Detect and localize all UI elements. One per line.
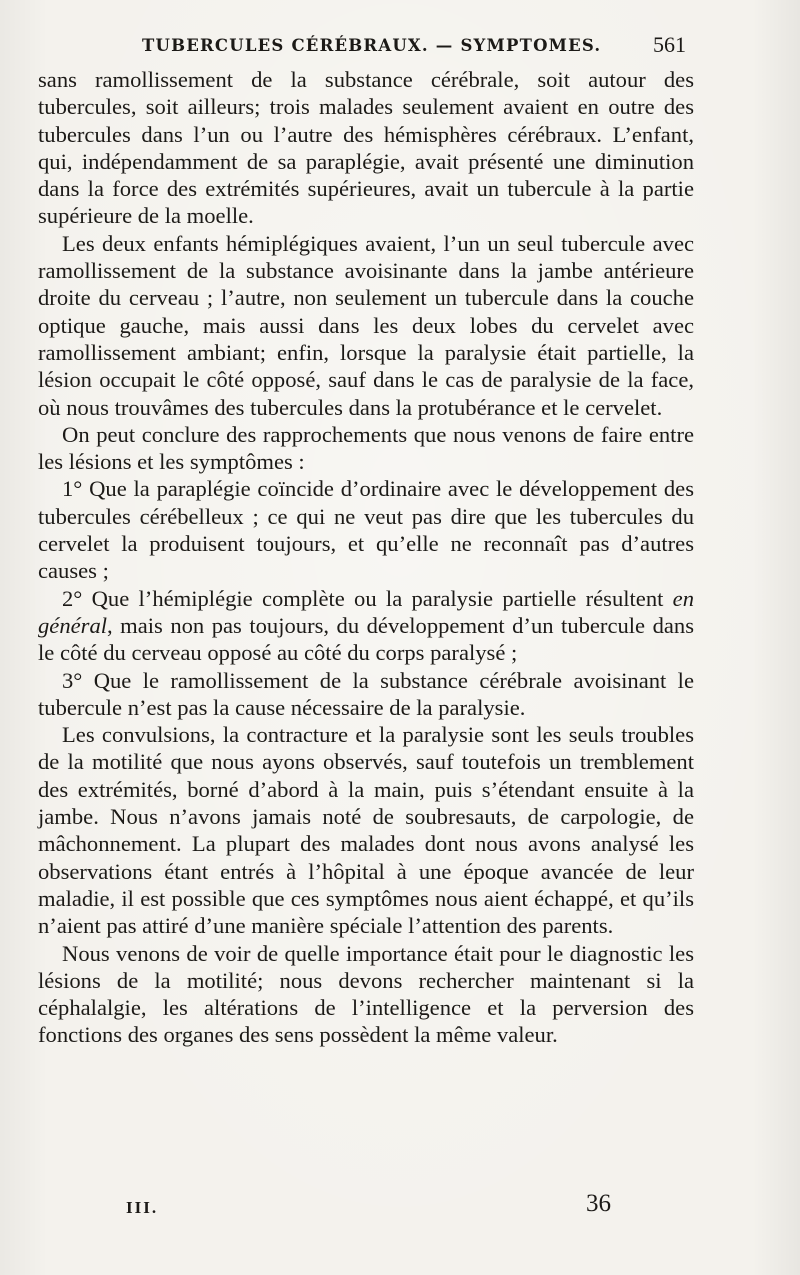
paragraph-conclusion-intro: On peut conclure des rapprochements que nous venons de faire entre les lésions et les symptômes : — [38, 421, 694, 475]
sheet-number: 36 — [586, 1190, 611, 1217]
signature-mark: III. — [126, 1198, 159, 1217]
paragraph-hemiplegic-children: Les deux enfants hémiplégiques avaient, l’un un seul tubercule avec ramollissement de la substance avoisinante dans la jambe antérieure droite du cerveau ; l’autre, non seulement un tubercule dans la couche optique gauche, mais aussi dans les deux lobes du cervelet avec ramollissement ambiant; enfin, lorsque la paralysie était partielle, la lésion occupait le côté opposé, sauf dans le cas de paralysie de la face, où nous trouvâmes des tubercules dans la protubérance et le cervelet. — [38, 230, 694, 420]
paragraph-diagnostic-value: Nous venons de voir de quelle importance était pour le diagnostic les lésions de la motilité; nous devons rechercher maintenant si la céphalalgie, les altérations de l’intelligence et la perversion des fonctions des organes des sens possèdent la même valeur. — [38, 940, 694, 1048]
conclusion-item-2-end: , mais non pas toujours, du développement d’un tubercule dans le côté du cerveau opposé au côté du corps paralysé ; — [38, 612, 694, 666]
running-header — [38, 28, 694, 60]
page-number: 561 — [653, 32, 686, 57]
conclusion-item-3: 3° Que le ramollissement de la substance cérébrale avoisinant le tubercule n’est pas la cause nécessaire de la paralysie. — [38, 667, 694, 720]
conclusion-item-2-emphasis: en général — [38, 585, 694, 638]
paragraph-motility-troubles: Les convulsions, la contracture et la paralysie sont les seuls troubles de la motilité que nous ayons observés, sauf toutefois un tremblement des extrémités, borné d’abord à la main, puis s’étendant ensuite à la jambe. Nous n’avons jamais noté de soubresauts, de carpologie, de mâchonnement. La plupart des malades dont nous avons analysé les observations étant entrés à l’hôpital à une époque avancée de leur maladie, il est possible que ces symptômes nous aient échappé, et qu’ils n’aient pas attiré d’une manière spéciale l’attention des parents. — [38, 722, 694, 939]
conclusion-item-2-start: 2° Que l’hémiplégie complète ou la paralysie partielle résultent — [62, 585, 673, 611]
paragraph-continuation: sans ramollissement de la substance cérébrale, soit autour des tubercules, soit ailleurs; trois malades seulement avaient en outre des tubercules dans l’un ou l’autre des hémisphères cérébraux. L’enfant, qui, indépendamment de sa paraplégie, avait présenté une diminution dans la force des extrémités supérieures, avait un tubercule à la partie supérieure de la moelle. — [38, 67, 694, 229]
page-footer — [38, 1188, 694, 1228]
conclusion-item-1: 1° Que la paraplégie coïncide d’ordinaire avec le développement des tubercules cérébelleux ; ce qui ne veut pas dire que les tubercules du cervelet la produisent toujours, et qu’elle ne reconnaît pas d’autres causes ; — [38, 476, 694, 584]
body-text — [38, 66, 694, 1049]
running-title: TUBERCULES CÉRÉBRAUX. — SYMPTOMES. — [142, 36, 602, 55]
conclusion-item-2 — [38, 585, 694, 667]
